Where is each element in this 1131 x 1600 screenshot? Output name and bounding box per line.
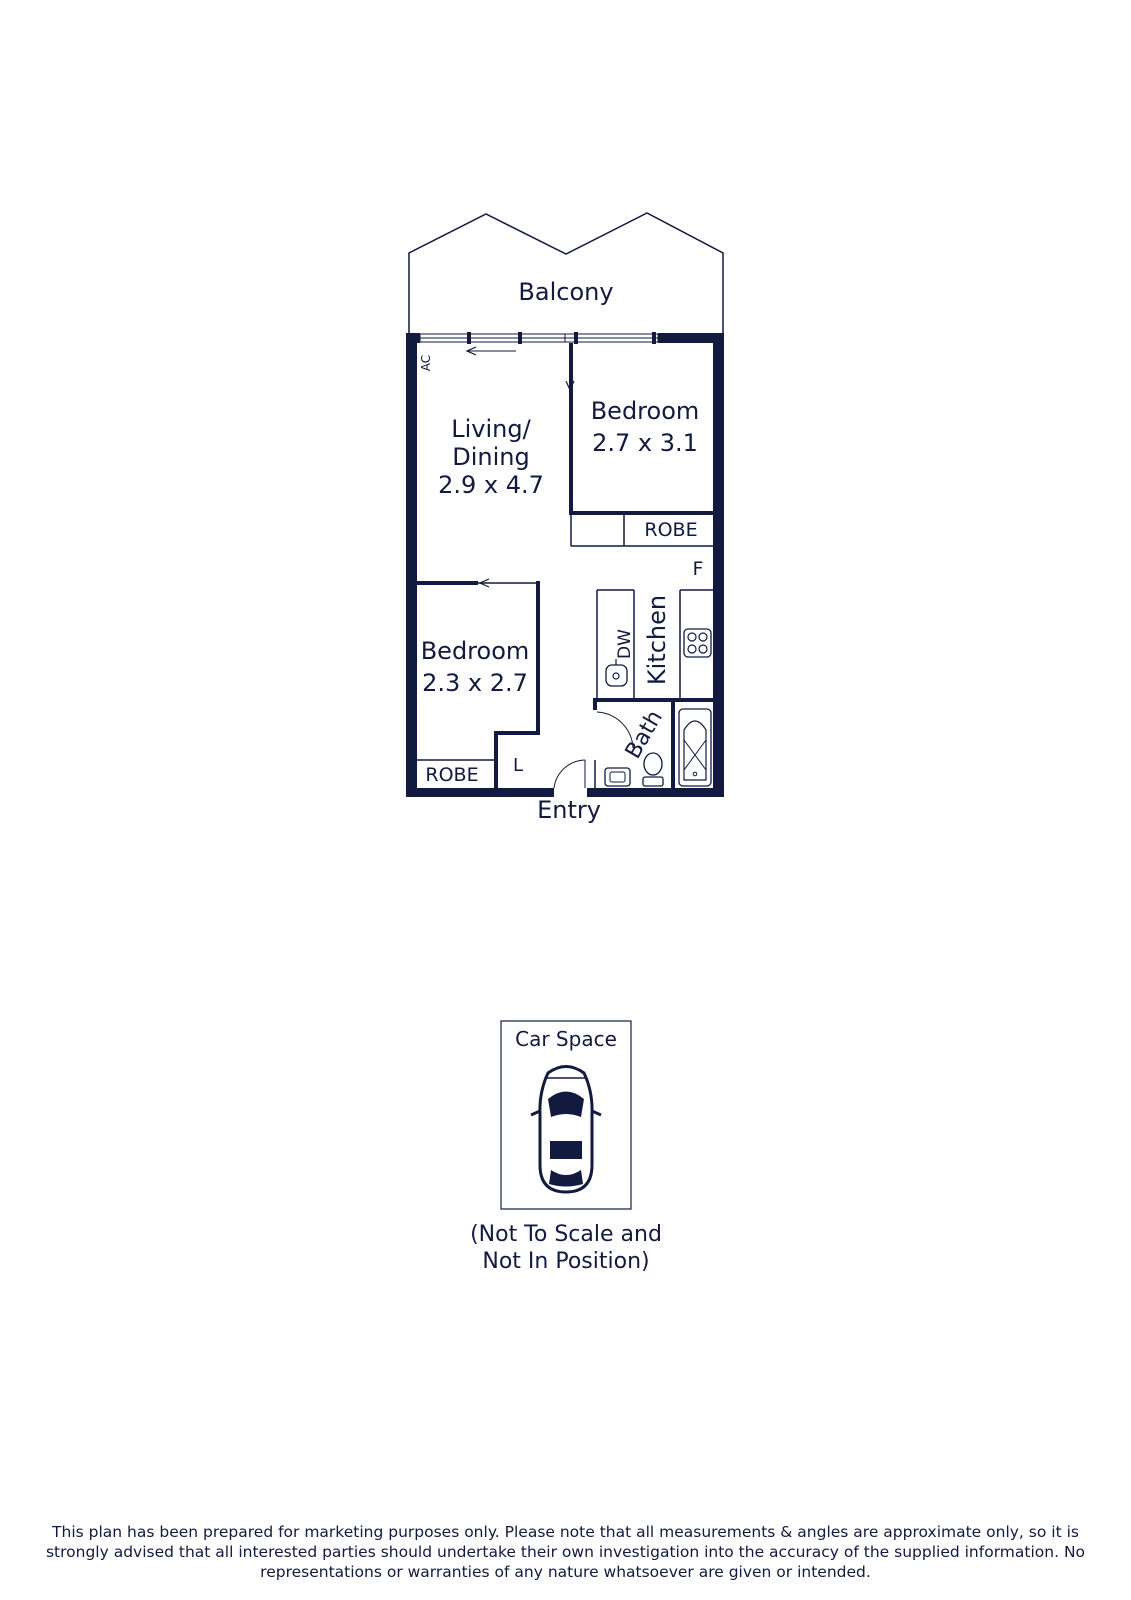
toilet-icon: [643, 753, 663, 786]
car-space-title: Car Space: [515, 1027, 617, 1051]
linen-label: L: [512, 755, 524, 776]
balcony-label: Balcony: [518, 278, 614, 306]
dw-label: DW: [615, 629, 635, 659]
car-space-note-line1: (Not To Scale and: [470, 1222, 662, 1247]
bedroom2-size: 2.3 x 2.7: [422, 669, 528, 697]
ac-label: AC: [419, 354, 433, 372]
living-size: 2.9 x 4.7: [438, 471, 544, 499]
fridge-label: F: [692, 558, 704, 580]
bath-label: Bath: [620, 706, 668, 764]
car-icon: [531, 1067, 601, 1193]
vanity-icon: [605, 768, 630, 786]
bedroom2-label: Bedroom: [420, 637, 530, 665]
kitchen-label: Kitchen: [643, 594, 671, 686]
living-label-line1: Living/: [451, 415, 531, 443]
robe2-label: ROBE: [425, 764, 479, 786]
bedroom1-size: 2.7 x 3.1: [592, 429, 698, 457]
cooktop-icon: [684, 629, 711, 657]
living-label-line2: Dining: [452, 443, 530, 471]
bathtub-icon: [679, 709, 711, 786]
balcony-outline: [409, 213, 723, 333]
bedroom1-label: Bedroom: [590, 397, 700, 425]
sink-icon: [606, 659, 627, 686]
car-space-note-line2: Not In Position): [482, 1249, 650, 1274]
disclaimer-text: This plan has been prepared for marketing purposes only. Please note that all measurements & angles are approximate only, so it is strongly advised that all interested parties should undertake their own investigation into the accuracy of the supplied information. No representations or warranties of any nature whatsoever are given or intended.: [45, 1523, 1086, 1581]
sliding-door: [420, 332, 658, 344]
entry-label: Entry: [537, 796, 601, 824]
robe1-label: ROBE: [644, 519, 698, 541]
